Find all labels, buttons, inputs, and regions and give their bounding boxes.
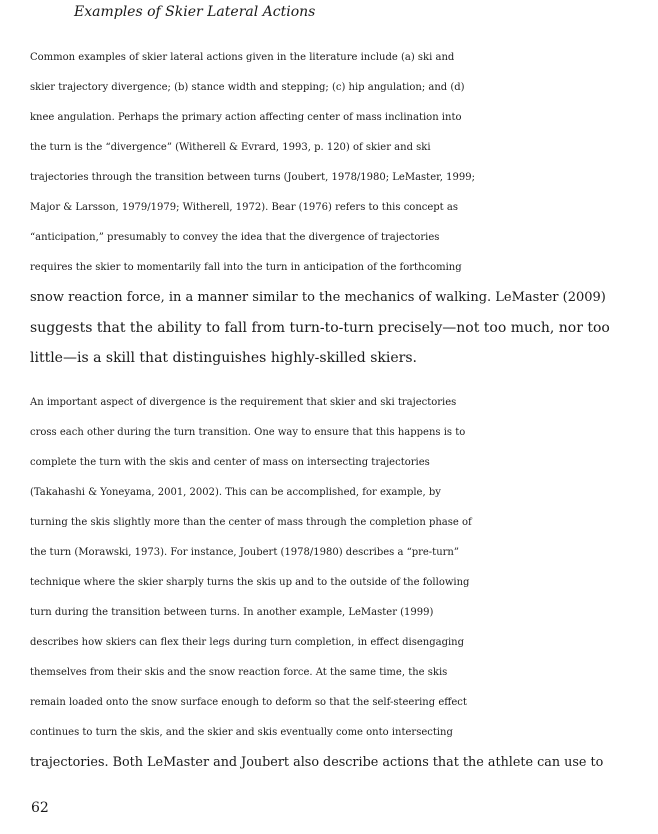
text-line: An important aspect of divergence is the requirement that skier and ski trajectories bbox=[30, 397, 457, 408]
text-line: themselves from their skis and the snow reaction force. At the same time, the skis bbox=[30, 667, 448, 678]
page-number: 62 bbox=[31, 800, 49, 816]
text-line: (Takahashi & Yoneyama, 2001, 2002). This can be accomplished, for example, by bbox=[30, 487, 441, 498]
text-line: Common examples of skier lateral actions given in the literature include (a) ski and bbox=[30, 52, 455, 63]
text-line: trajectories through the transition between turns (Joubert, 1978/1980; LeMaster, 1999; bbox=[30, 172, 475, 183]
text-line: the turn (Morawski, 1973). For instance, Joubert (1978/1980) describes a “pre-turn” bbox=[30, 547, 459, 558]
text-line: remain loaded onto the snow surface enough to deform so that the self-steering effect bbox=[30, 697, 467, 708]
paragraph-trajectory-crossing bbox=[30, 388, 603, 778]
text-line: snow reaction force, in a manner similar to the mechanics of walking. LeMaster (2009) bbox=[30, 290, 606, 305]
text-line: describes how skiers can flex their legs during turn completion, in effect disengaging bbox=[30, 637, 465, 648]
text-line: turn during the transition between turns. In another example, LeMaster (1999) bbox=[30, 607, 434, 618]
text-line: suggests that the ability to fall from turn-to-turn precisely—not too much, nor too bbox=[30, 320, 610, 336]
text-line: cross each other during the turn transition. One way to ensure that this happens is to bbox=[30, 427, 466, 438]
text-line: complete the turn with the skis and center of mass on intersecting trajectories bbox=[30, 457, 430, 468]
text-line: Major & Larsson, 1979/1979; Witherell, 1972). Bear (1976) refers to this concept as bbox=[30, 202, 458, 213]
text-line: technique where the skier sharply turns the skis up and to the outside of the following bbox=[30, 577, 470, 588]
text-line: the turn is the “divergence” (Witherell & Evrard, 1993, p. 120) of skier and ski bbox=[30, 142, 431, 153]
text-line: skier trajectory divergence; (b) stance width and stepping; (c) hip angulation; and (d) bbox=[30, 82, 465, 93]
text-line: little—is a skill that distinguishes highly-skilled skiers. bbox=[30, 350, 417, 366]
section-title: Examples of Skier Lateral Actions bbox=[74, 4, 316, 20]
text-line: requires the skier to momentarily fall into the turn in anticipation of the forthcoming bbox=[30, 262, 462, 273]
paragraph-divergence-examples bbox=[30, 43, 610, 373]
text-line: “anticipation,” presumably to convey the idea that the divergence of trajectories bbox=[30, 232, 440, 243]
text-line: turning the skis slightly more than the center of mass through the completion phase of bbox=[30, 517, 472, 528]
text-line: trajectories. Both LeMaster and Joubert also describe actions that the athlete can use to bbox=[30, 755, 604, 770]
text-line: knee angulation. Perhaps the primary action affecting center of mass inclination into bbox=[30, 112, 462, 123]
text-line: continues to turn the skis, and the skier and skis eventually come onto intersecting bbox=[30, 727, 453, 738]
